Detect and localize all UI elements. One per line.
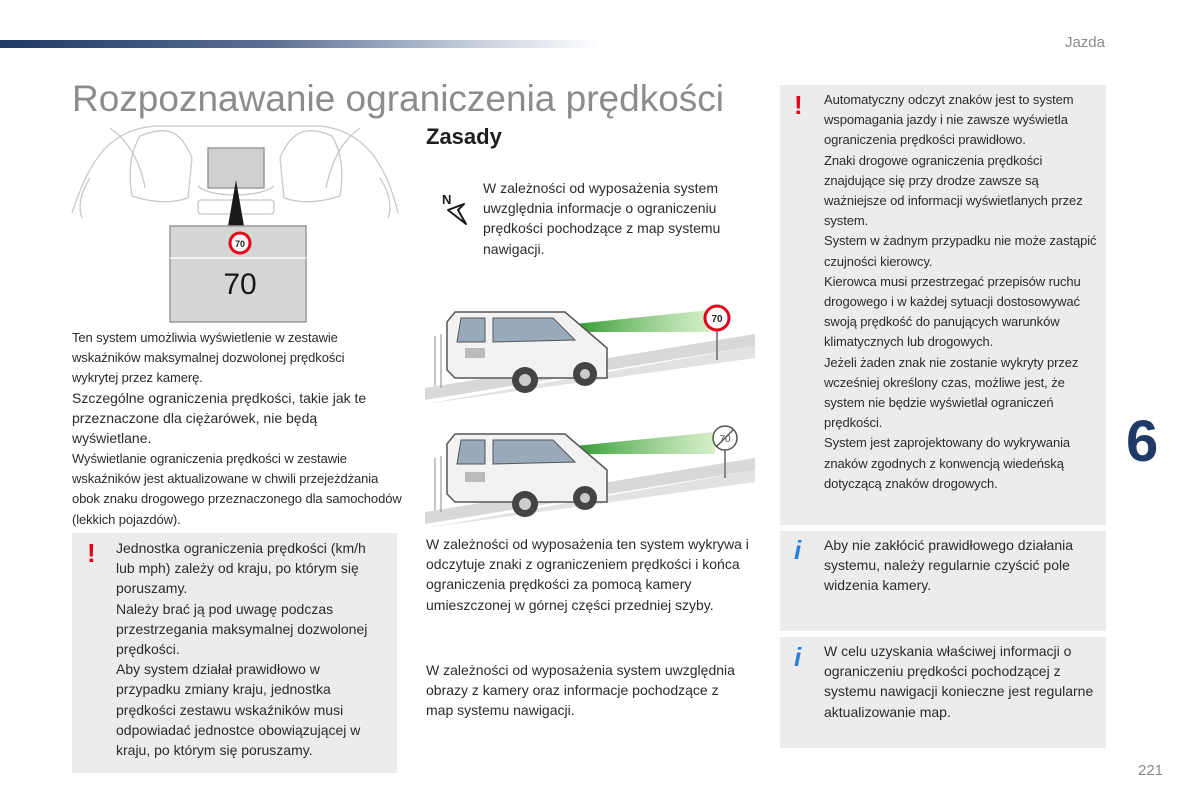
header-accent-bar xyxy=(0,40,600,48)
exclamation-icon: ! xyxy=(87,538,96,568)
page-number: 221 xyxy=(1138,762,1164,779)
info-icon: i xyxy=(794,642,802,672)
info-text-camera: Aby nie zakłócić prawidłowego działania systemu, należy regularnie czyścić pole widzenia kamery. xyxy=(824,537,1074,594)
van-sign-1-value: 70 xyxy=(711,314,723,325)
camera-paragraph: W zależności od wyposażenia ten system wykrywa i odczytuje znaki z ograniczeniem prędkości i końca ograniczenia prędkości za pomocą kamery umieszczonej w górnej części przedniej szyby. xyxy=(426,536,749,613)
warning-paragraph: Jednostka ograniczenia prędkości (km/h lub mph) zależy od kraju, po którym się poruszamy. xyxy=(116,540,366,597)
chapter-number: 6 xyxy=(1126,409,1159,474)
exclamation-icon: ! xyxy=(794,90,803,120)
section-title: Jazda xyxy=(1064,34,1105,51)
van-camera-illustration-speed-limit xyxy=(425,296,755,404)
warning-paragraph: Należy brać ją pod uwagę podczas przestrzegania maksymalnej dozwolonej prędkości. xyxy=(116,600,368,658)
info-text-maps: W celu uzyskania właściwej informacji o ograniczeniu prędkości pochodzącej z systemu nawigacji konieczne jest regularne aktualizowanie map. xyxy=(824,643,1094,720)
info-icon: i xyxy=(794,535,802,565)
van-camera-illustration-end-limit xyxy=(425,416,755,528)
warning-paragraph: Jeżeli żaden znak nie zostanie wykryty przez wcześniej określony czas, możliwe jest, że system nie będzie wyświetlał ograniczeń prędkości. xyxy=(824,354,1079,431)
van-sign-2-value: 70 xyxy=(719,434,731,445)
section-heading: Zasady xyxy=(426,124,502,149)
cluster-drawing xyxy=(70,118,400,328)
warning-paragraph: System jest zaprojektowany do wykrywania znaków zgodnych z konwencją wiedeńską dotyczącą znaków drogowych. xyxy=(824,435,1070,491)
trucks-paragraph: Szczególne ograniczenia prędkości, takie jak te przeznaczone dla ciężarówek, nie będą wyświetlane. xyxy=(72,390,367,447)
intro-paragraph: Ten system umożliwia wyświetlenie w zestawie wskaźników maksymalnej dozwolonej prędkości wykrytej przez kamerę. xyxy=(72,330,345,386)
page-title: Rozpoznawanie ograniczenia prędkości xyxy=(72,78,724,119)
fusion-paragraph: W zależności od wyposażenia system uwzględnia obrazy z kamery oraz informacje pochodzące z map systemu nawigacji. xyxy=(426,662,735,719)
warning-paragraph: Kierowca musi przestrzegać przepisów ruchu drogowego i w każdej sytuacji dostosowywać swoją prędkość do panujących warunków klimatycznych lub drogowych. xyxy=(824,273,1081,350)
cluster-sign-value: 70 xyxy=(234,239,246,249)
navigation-icon xyxy=(440,192,470,228)
update-paragraph: Wyświetlanie ograniczenia prędkości w zestawie wskaźników jest aktualizowane w chwili przejeżdżania obok znaku drogowego przeznaczonego dla samochodów (lekkich pojazdów). xyxy=(72,451,402,527)
instrument-cluster-illustration xyxy=(70,118,400,328)
left-warning-text xyxy=(116,538,376,760)
warning-paragraph: Automatyczny odczyt znaków jest to system wspomagania jazdy i nie zawsze wyświetla ograniczenia prędkości prawidłowo. xyxy=(824,92,1074,148)
warning-paragraph: Aby system działał prawidłowo w przypadku zmiany kraju, jednostka prędkości zestawu wskaźników musi odpowiadać jednostce obowiązującej w kraju, po którym się poruszamy. xyxy=(116,661,361,759)
warning-paragraph: Znaki drogowe ograniczenia prędkości znajdujące się przy drodze zawsze są ważniejsze od informacji wyświetlanych przez system. xyxy=(824,152,1083,229)
navigation-paragraph: W zależności od wyposażenia system uwzględnia informacje o ograniczeniu prędkości pochodzące z map systemu nawigacji. xyxy=(483,180,721,257)
cluster-display-value: 70 xyxy=(223,268,257,301)
right-warning-text xyxy=(824,90,1099,494)
svg-text:N: N xyxy=(442,192,452,207)
warning-paragraph: System w żadnym przypadku nie może zastąpić czujności kierowcy. xyxy=(824,233,1097,269)
